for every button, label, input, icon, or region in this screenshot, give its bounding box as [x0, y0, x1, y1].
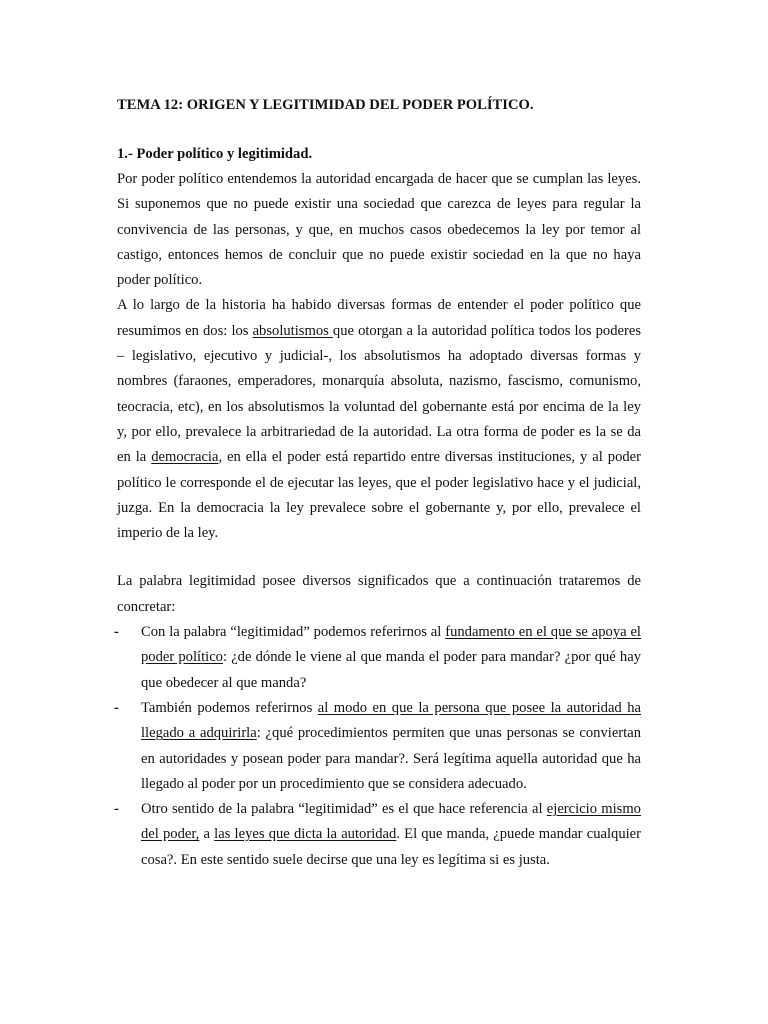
paragraph-history — [117, 293, 641, 546]
text-run: . El que manda, ¿puede mandar cualquier cosa?. En este sentido suele decirse que una ley es legítima si es justa. — [141, 826, 642, 868]
list-item — [114, 620, 641, 696]
text-run: Otro sentido de la palabra “legitimidad” es el que hace referencia al — [141, 801, 547, 818]
bullet-dash: - — [114, 801, 119, 818]
paragraph-spacer — [117, 546, 641, 569]
text-run: : ¿de dónde le viene al que manda el poder para mandar? ¿por qué hay que obedecer al que manda? — [141, 649, 641, 691]
text-run: A lo largo de la historia ha habido diversas formas de entender el poder político que resumimos en dos: los — [117, 297, 641, 339]
text-run: Con la palabra “legitimidad” podemos referirnos al — [141, 624, 446, 641]
section-heading: 1.- Poder político y legitimidad. — [117, 146, 313, 162]
underlined-phrase: ejercicio mismo del poder, — [141, 801, 641, 843]
text-run: , en ella el poder está repartido entre diversas instituciones, y al poder político le corresponde el de ejecutar las leyes, que el poder legislativo hace y el judicial, juzga. En la democracia la ley prevalece sobre el gobernante y, por ello, prevalece el imperio de la ley. — [117, 449, 641, 542]
text-run: También podemos referirnos — [141, 699, 318, 716]
legitimacy-list — [114, 620, 642, 873]
underlined-term-absolutismos: absolutismos — [252, 322, 333, 339]
document-page — [114, 95, 642, 873]
text-run: que otorgan a la autoridad política todos los poderes – legislativo, ejecutivo y judicial-, los absolutismos ha adoptado diversas formas y nombres (faraones, emperadores, monarquía absoluta, nazismo, fascismo, comunismo, teocracia, etc), en los absolutismos la voluntad del gobernante está por encima de la ley y, por ello, prevalece la arbitrariedad de la autoridad. La otra forma de poder es la se da en la — [117, 322, 641, 466]
underlined-phrase: las leyes que dicta la autoridad — [214, 826, 397, 843]
list-item — [114, 696, 641, 797]
paragraph-legitimacy-intro: La palabra legitimidad posee diversos significados que a continuación trataremos de concretar: — [117, 573, 641, 615]
bullet-dash: - — [114, 699, 119, 716]
underlined-phrase: fundamento en el que se apoya el poder político — [141, 624, 641, 666]
text-run: : ¿qué procedimientos permiten que unas personas se conviertan en autoridades y posean poder para mandar?. Será legítima aquella autoridad que ha llegado al poder por un procedimiento que se considera adecuado. — [141, 725, 641, 792]
text-run: a — [199, 826, 215, 843]
underlined-phrase: al modo en que la persona que posee la autoridad ha llegado a adquirirla — [141, 699, 641, 742]
underlined-term-democracia: democracia — [151, 449, 219, 466]
paragraph-definition: Por poder político entendemos la autoridad encargada de hacer que se cumplan las leyes. Si suponemos que no puede existir una sociedad que carezca de leyes para regular la convivencia de las personas, y que, en muchos casos obedecemos la ley por temor al castigo, entonces hemos de concluir que no puede existir sociedad en la que no haya poder político. — [117, 171, 641, 289]
document-title: TEMA 12: ORIGEN Y LEGITIMIDAD DEL PODER POLÍTICO. — [117, 97, 534, 113]
bullet-dash: - — [114, 624, 119, 641]
list-item — [114, 797, 642, 873]
